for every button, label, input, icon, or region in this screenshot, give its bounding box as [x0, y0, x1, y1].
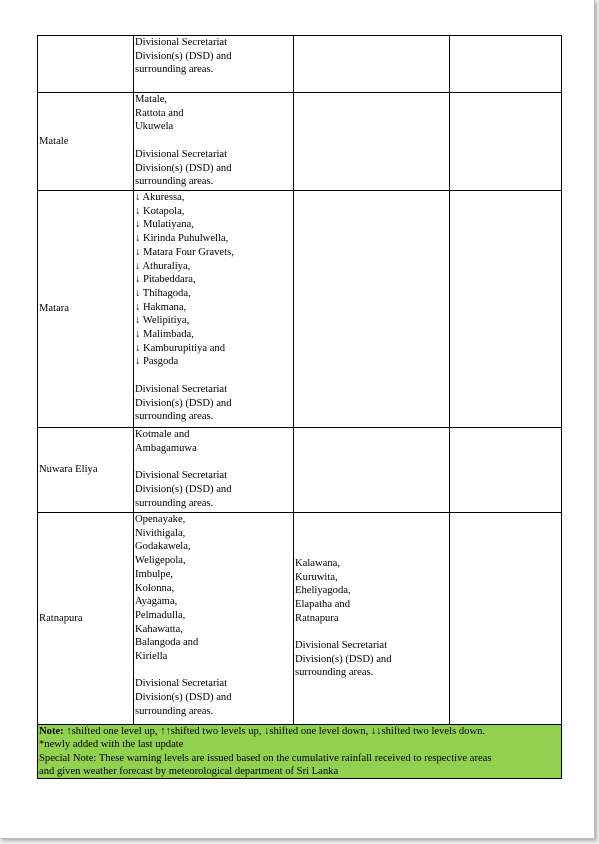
- area-name: Ambagamuwa: [135, 442, 197, 454]
- level3-cell: [134, 93, 294, 191]
- table-row: [38, 428, 562, 513]
- note-legend: ↑shifted one level up, ↑↑shifted two levels up, ↓shifted one level down, ↓↓shifted two levels down.: [63, 726, 486, 737]
- area-name: Ratnapura: [295, 612, 339, 624]
- level1-cell: [450, 428, 562, 513]
- district-cell: [38, 191, 134, 428]
- area-name: ↓ Mulatiyana,: [135, 219, 194, 231]
- area-name: ↓ Kirinda Puhulwella,: [135, 233, 229, 245]
- note-cell: [38, 725, 562, 779]
- area-name: Balangoda and: [135, 637, 199, 649]
- dsd-note-line: Division(s) (DSD) and: [135, 50, 232, 62]
- area-name: Kahawatta,: [135, 623, 183, 635]
- warning-table-body: [38, 36, 562, 779]
- dsd-note-line: surrounding areas.: [135, 497, 214, 509]
- area-name: Ukuwela: [135, 121, 174, 133]
- level2-cell: [294, 93, 450, 191]
- area-name: ↓ Hakmana,: [135, 301, 187, 313]
- district-name: Matara: [39, 303, 69, 315]
- dsd-note-line: Division(s) (DSD) and: [135, 483, 232, 495]
- area-name: Ayagama,: [135, 596, 178, 608]
- dsd-note-line: surrounding areas.: [295, 667, 374, 679]
- area-name: Pelmadulla,: [135, 609, 186, 621]
- level3-cell: [134, 513, 294, 725]
- special-note-line1: Special Note: These warning levels are issued based on the cumulative rainfall received to respective areas: [39, 752, 492, 764]
- table-row: [38, 513, 562, 725]
- area-name: Eheliyagoda,: [295, 585, 351, 597]
- area-name: Rattota and: [135, 107, 184, 119]
- area-name: Kuruwita,: [295, 571, 338, 583]
- level1-cell: [450, 36, 562, 93]
- dsd-note-line: surrounding areas.: [135, 705, 214, 717]
- dsd-note-line: Division(s) (DSD) and: [135, 692, 232, 704]
- dsd-note-line: Divisional Secretariat: [135, 383, 228, 395]
- area-name: Matale,: [135, 94, 168, 105]
- newly-added-note: *newly added with the last update: [39, 739, 184, 751]
- level3-cell: [134, 428, 294, 513]
- line-gap: [295, 625, 448, 639]
- area-name: ↓ Athuraliya,: [135, 260, 191, 272]
- area-name: ↓ Matara Four Gravets,: [135, 246, 234, 258]
- note-label: Note:: [39, 726, 64, 737]
- level2-cell: [294, 513, 450, 725]
- level1-cell: [450, 191, 562, 428]
- dsd-note-line: Divisional Secretariat: [135, 470, 228, 482]
- area-name: ↓ Kamburupitiya and: [135, 342, 226, 354]
- area-name: Nivithigala,: [135, 527, 186, 539]
- dsd-note-line: Divisional Secretariat: [295, 640, 388, 652]
- line-gap: [135, 455, 292, 469]
- area-name: Weligepola,: [135, 555, 186, 567]
- area-name: ↓ Thihagoda,: [135, 287, 191, 299]
- area-name: Openayake,: [135, 514, 186, 525]
- line-gap: [135, 369, 292, 383]
- area-name: ↓ Pasgoda: [135, 356, 179, 368]
- table-row: [38, 93, 562, 191]
- district-cell: [38, 428, 134, 513]
- dsd-note-line: Divisional Secretariat: [135, 148, 228, 160]
- dsd-note-line: surrounding areas.: [135, 64, 214, 76]
- area-name: Godakawela,: [135, 541, 191, 553]
- district-name: Ratnapura: [39, 612, 83, 624]
- area-name: ↓ Akuressa,: [135, 192, 185, 203]
- special-note-line2: and given weather forecast by meteorological department of Sri Lanka: [39, 765, 339, 777]
- dsd-note-line: Division(s) (DSD) and: [135, 397, 232, 409]
- level2-cell: [294, 36, 450, 93]
- level3-cell: [134, 36, 294, 93]
- dsd-note-line: Division(s) (DSD) and: [295, 653, 392, 665]
- level3-cell: [134, 191, 294, 428]
- district-cell: [38, 36, 134, 93]
- dsd-note-line: surrounding areas.: [135, 176, 214, 188]
- district-cell: [38, 93, 134, 191]
- line-gap: [135, 134, 292, 148]
- district-name: Matale: [39, 135, 69, 147]
- dsd-note-line: Divisional Secretariat: [135, 37, 228, 48]
- area-name: ↓ Malimbada,: [135, 329, 194, 341]
- area-name: Imbulpe,: [135, 568, 173, 580]
- area-name: ↓ Pitabeddara,: [135, 274, 196, 286]
- level1-cell: [450, 93, 562, 191]
- table-row: [38, 191, 562, 428]
- district-name: Nuwara Eliya: [39, 464, 98, 476]
- area-name: Kolonna,: [135, 582, 175, 594]
- table-row: [38, 36, 562, 93]
- area-name: ↓ Kotapola,: [135, 205, 185, 217]
- dsd-note-line: Division(s) (DSD) and: [135, 162, 232, 174]
- warning-table: [37, 35, 562, 779]
- area-name: ↓ Welipitiya,: [135, 315, 190, 327]
- dsd-note-line: Divisional Secretariat: [135, 678, 228, 690]
- note-row: [38, 725, 562, 779]
- level2-cell: [294, 428, 450, 513]
- level1-cell: [450, 513, 562, 725]
- area-name: Elapatha and: [295, 598, 351, 610]
- line-gap: [135, 664, 292, 678]
- district-cell: [38, 513, 134, 725]
- area-name: Kalawana,: [295, 557, 340, 569]
- area-name: Kiriella: [135, 651, 168, 663]
- area-name: Kotmale and: [135, 429, 190, 440]
- dsd-note-line: surrounding areas.: [135, 411, 214, 423]
- level2-cell: [294, 191, 450, 428]
